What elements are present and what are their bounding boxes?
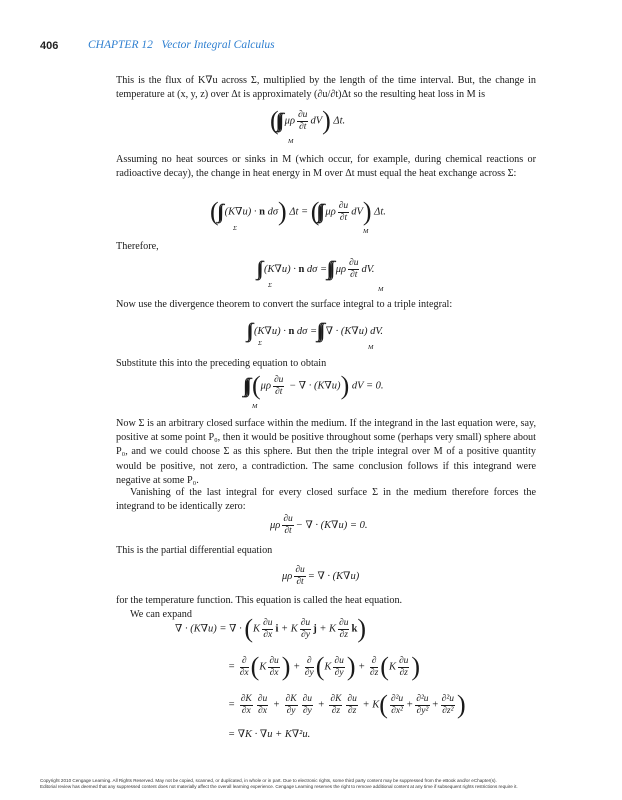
paragraph-text: Vanishing of the last integral for every closed surface Σ in the medium therefore forces the integrand to be identically zero: [116, 487, 536, 513]
paragraph-text: We can expand [130, 609, 192, 621]
paragraph-text: Now Σ is an arbitrary closed surface within the medium. If the integrand in the last equation were, say, positive at some point P₀, then it would be positive throughout some (perhaps very small) sphere about P₀, and we could choose Σ as this sphere. But then the triple integral over M of a positive quantity would be positive, not zero, a contradiction. The same conclusion follows if this integrand were negative at some P₀. [116, 418, 536, 486]
paragraph-therefore [116, 240, 536, 254]
equation-equality: (K∇u) · n dσ = μρ $\frac{\partial u}{\partial t}$ dV. Σ M [264, 258, 384, 293]
paragraph-assumption [116, 153, 536, 181]
paragraph-divergence [116, 298, 536, 312]
paragraph-text: Now use the divergence theorem to convert the surface integral to a triple integral: [116, 299, 453, 310]
paragraph-pde [116, 544, 536, 558]
chapter-label: CHAPTER 12 [88, 39, 153, 51]
footer-line: Editorial review has deemed that any suppressed content does not materially affect the overall learning experience. Cengage Learning reserves the right to remove additional content at any time if subsequent rights restrictions require it. [40, 784, 518, 789]
equation-rhs: dV. [361, 263, 375, 275]
equation-mid: Δt = [289, 206, 309, 218]
paragraph-flux [116, 74, 536, 102]
equation-rhs: ∇ · (K∇u) dV. [325, 325, 384, 337]
running-header [40, 40, 582, 58]
paragraph-arbitrary-surface [116, 417, 536, 488]
equation-body: = ∇K · ∇u + K∇²u. [228, 729, 311, 740]
paragraph-text: This is the partial differential equation [116, 545, 273, 556]
chapter-heading [88, 39, 275, 51]
equation-integrand-zero: μρ $\frac{\partial u}{\partial t}$ − ∇ · (K∇u) = 0. [270, 514, 368, 536]
footer-line: Copyright 2010 Cengage Learning. All Rights Reserved. May not be copied, scanned, or duplicated, in whole or in part. Due to electronic rights, some third party content may be suppressed from the eBook and/or eChapter(s). [40, 778, 497, 783]
equation-heat: μρ $\frac{\partial u}{\partial t}$ = ∇ · (K∇u) [282, 565, 360, 587]
paragraph-text [116, 594, 536, 608]
equation-body: = ∇ · (K∇u) [307, 570, 360, 582]
equation-energy-balance: ( (K∇u) · n dσ) Δt = ( μρ $\frac{\partial u}{\partial t}$ dV) Δt. Σ M [210, 197, 386, 235]
paragraph-text: Substitute this into the preceding equation to obtain [116, 358, 327, 369]
equation-expand-4 [228, 728, 310, 740]
equation-expand-1: ∇ · (K∇u) = ∇ · (K $\frac{\partial u}{\partial x}$ i + K $\frac{\partial u}{\partial y}$ j + K $\frac{\partial u}{\partial z}$ k) [175, 614, 366, 643]
paragraph-vanishing [116, 486, 536, 514]
paragraph-substitute [116, 357, 536, 371]
chapter-title: Vector Integral Calculus [161, 39, 275, 51]
paragraph-text: This is the flux of K∇u across Σ, multiplied by the length of the time interval. But, the change in temperature at (x, y, z) over Δt is approximately (∂u/∂t)Δt so the resulting heat loss in M is [116, 75, 536, 101]
equation-body: − ∇ · (K∇u) = 0. [295, 519, 368, 531]
paragraph-text: Therefore, [116, 241, 159, 252]
equation-expand-3: = $\frac{\partial K}{\partial x}$ $\frac{\partial u}{\partial x}$ + $\frac{\partial K}{\partial y}$ $\frac{\partial u}{\partial y}$ + $\frac{\partial K}{\partial z}$ $\frac{\partial u}{\partial z}$ + K( $\frac{\text{∂²u}}{\text{∂x²}}$ + $\frac{\text{∂²u}}{\text{∂y²}}$ + $\frac{\text{∂²u}}{\text{∂z²}}$ ) [228, 690, 466, 719]
equation-tail: Δt. [333, 115, 346, 127]
equation-expand-2: = $\frac{\partial}{\partial x}$ (K $\frac{\partial u}{\partial x}$ ) + $\frac{\partial}{\partial y}$ (K $\frac{\partial u}{\partial y}$ ) + $\frac{\partial}{\partial z}$ (K $\frac{\partial u}{\partial z}$ ) [228, 652, 421, 681]
equation-combined: (μρ $\frac{\partial u}{\partial t}$ − ∇ · (K∇u)) dV = 0. M [252, 371, 384, 410]
page-number: 406 [40, 40, 59, 52]
equation-divergence: (K∇u) · n dσ = ∇ · (K∇u) dV. Σ M [254, 325, 384, 351]
equation-tail: Δt. [374, 206, 386, 218]
heat-equation-sentence: for the temperature function. This equation is called the heat equation. [116, 595, 403, 606]
paragraph-text: Assuming no heat sources or sinks in M (which occur, for example, during chemical reactions or radioactive decay), the change in heat energy in M over Δt must equal the heat exchange across Σ: [116, 154, 536, 180]
copyright-footer [40, 778, 586, 790]
equation-heat-loss: ( μρ $\frac{\partial u}{\partial t}$ dV) Δt. M [270, 106, 346, 145]
equation-rhs: dV = 0. [351, 380, 384, 392]
